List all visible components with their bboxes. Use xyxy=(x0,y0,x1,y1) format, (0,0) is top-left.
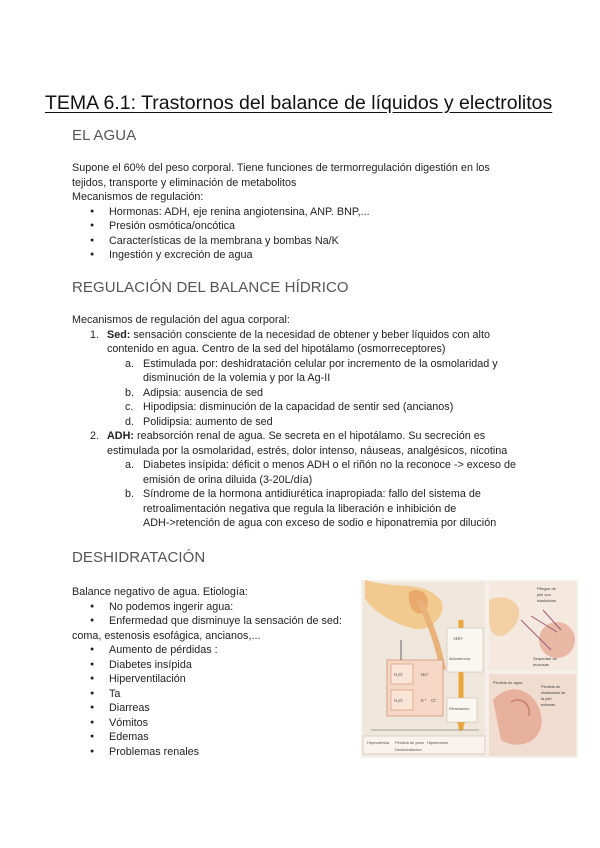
agua-mechanisms-list xyxy=(72,205,370,263)
list-item: ● Ta xyxy=(72,687,357,702)
figure-label-na: Na⁺ xyxy=(421,672,430,677)
item-text: estimulada por la osmolaridad, estrés, dolor intenso, náuseas, analgésicos, nicotina xyxy=(107,444,508,457)
list-item: ● Presión osmótica/oncótica xyxy=(72,219,370,234)
sub-letter: a. xyxy=(125,459,135,471)
sub-text: Diabetes insípida: déficit o menos ADH o el riñón no la reconoce -> exceso de xyxy=(143,459,517,471)
heading-deshidratacion: DESHIDRATACIÓN xyxy=(72,549,206,566)
figure-note-bot-2: elasticidad de xyxy=(541,690,566,695)
deshidratacion-list xyxy=(72,600,357,760)
agua-intro-line1: Supone el 60% del peso corporal. Tiene funciones de termorregulación digestión en los xyxy=(72,162,490,174)
heading-regulacion: REGULACIÓN DEL BALANCE HÍDRICO xyxy=(72,279,349,296)
list-item: ● Hormonas: ADH, eje renina angiotensina, ANP. BNP,... xyxy=(72,205,370,220)
heading-el-agua: EL AGUA xyxy=(72,127,137,144)
sub-item xyxy=(107,487,592,531)
list-item: ● Edemas xyxy=(72,730,357,745)
deshidratacion-intro: Balance negativo de agua. Etiología: xyxy=(72,586,248,598)
regulacion-mechanisms-label: Mecanismos de regulación del agua corporal: xyxy=(72,314,290,326)
sub-text: Adipsia: ausencia de sed xyxy=(143,386,264,399)
sub-text: emisión de orina diluida (3-20L/día) xyxy=(143,473,313,486)
list-item: ● Características de la membrana y bombas Na/K xyxy=(72,234,370,249)
document-title: TEMA 6.1: Trastornos del balance de líquidos y electrolitos xyxy=(45,92,553,114)
list-item-adh xyxy=(72,429,592,531)
sub-text: Síndrome de la hormona antidiurética inapropiada: fallo del sistema de xyxy=(143,488,481,500)
item-number: 1. xyxy=(90,328,100,341)
list-item: ● Aumento de pérdidas : xyxy=(72,643,357,658)
figure-note-bot-4: edemas xyxy=(541,702,556,707)
figure-label-adh: ADH xyxy=(453,636,463,641)
figure-bottom-3: Hipotensión xyxy=(427,740,449,745)
sub-text: Estimulada por: deshidratación celular por incremento de la osmolaridad y xyxy=(143,357,498,370)
list-item-text: ● Enfermedad que disminuye la sensación de sed: xyxy=(109,615,342,627)
sub-item xyxy=(107,415,592,430)
figure-note-mid-2: mucosas xyxy=(533,662,550,667)
item-text: contenido en agua. Centro de la sed del hipotálamo (osmorreceptores) xyxy=(107,343,446,355)
sub-letter: d. xyxy=(125,415,135,428)
figure-note-top-3: elasticidad xyxy=(537,598,556,603)
list-item: ● Ingestión y excreción de agua xyxy=(72,248,370,263)
list-item: ● Vómitos xyxy=(72,716,357,731)
figure-caption-left: Pérdida de agua xyxy=(493,680,523,685)
sed-sublist xyxy=(107,357,592,430)
figure-note-mid-1: Sequedad de xyxy=(533,656,557,661)
figure-note-top-1: Pliegue de xyxy=(537,586,556,591)
dehydration-illustration xyxy=(361,580,578,758)
figure-label-k: K⁺ xyxy=(421,698,427,703)
sub-text: Polidipsia: aumento de sed xyxy=(143,415,273,428)
list-item-continuation: coma, estenosis esofágica, ancianos,... xyxy=(72,629,261,642)
sub-item xyxy=(107,386,592,401)
figure-bottom-4: Deshidratación xyxy=(395,747,422,752)
sub-item xyxy=(107,357,592,386)
agua-intro-line2: tejidos, transporte y eliminación de metabolitos xyxy=(72,176,297,189)
list-item: ● Problemas renales xyxy=(72,745,357,760)
sub-text: retroalimentación negativa que regula la liberación e inhibición de xyxy=(143,502,457,515)
adh-sublist xyxy=(107,458,592,531)
sub-letter: b. xyxy=(125,488,135,500)
figure-label-eliminacion: Eliminación xyxy=(449,706,470,711)
item-term: Sed: xyxy=(107,328,131,341)
figure-label-h2o-1: H₂O xyxy=(394,672,403,677)
item-text: sensación consciente de la necesidad de obtener y beber líquidos con alto xyxy=(130,328,490,341)
figure-label-aldosterona: Aldosterona xyxy=(449,656,471,661)
figure-label-h2o-2: H₂O xyxy=(394,698,403,703)
figure-note-bot-3: la piel xyxy=(541,696,552,701)
figure-note-top-2: piel con xyxy=(537,592,551,597)
sub-letter: b. xyxy=(125,386,135,399)
sub-text: disminución de la volemia y por la Ag-II xyxy=(143,372,331,384)
list-item: ● Diabetes insípida xyxy=(72,658,357,673)
sub-letter: a. xyxy=(125,357,135,370)
sub-text: Hipodipsia: disminución de la capacidad de sentir sed (ancianos) xyxy=(143,401,454,413)
figure-note-bot-1: Pérdida de xyxy=(541,684,561,689)
sub-text: ADH->retención de agua con exceso de sodio e hiponatremia por dilución xyxy=(143,517,497,529)
agua-mechanisms-label: Mecanismos de regulación: xyxy=(72,191,204,203)
figure-bottom-1: Hipovolemia xyxy=(367,740,390,745)
list-item: ● Diarreas xyxy=(72,701,357,716)
item-text: reabsorción renal de agua. Se secreta en el hipotálamo. Su secreción es xyxy=(134,430,486,442)
sub-letter: c. xyxy=(125,401,134,413)
list-item xyxy=(72,614,357,643)
list-item: ● No podemos ingerir agua: xyxy=(72,600,357,615)
item-term: ADH: xyxy=(107,430,134,442)
sub-item xyxy=(107,458,592,487)
list-item: ● Hiperventilación xyxy=(72,672,357,687)
figure-bottom-2: Pérdida de peso xyxy=(395,740,425,745)
figure-label-cl: Cl⁻ xyxy=(431,698,438,703)
list-item-sed xyxy=(72,328,592,430)
item-number: 2. xyxy=(90,430,100,442)
sub-item xyxy=(107,400,592,415)
regulacion-list xyxy=(72,328,592,531)
